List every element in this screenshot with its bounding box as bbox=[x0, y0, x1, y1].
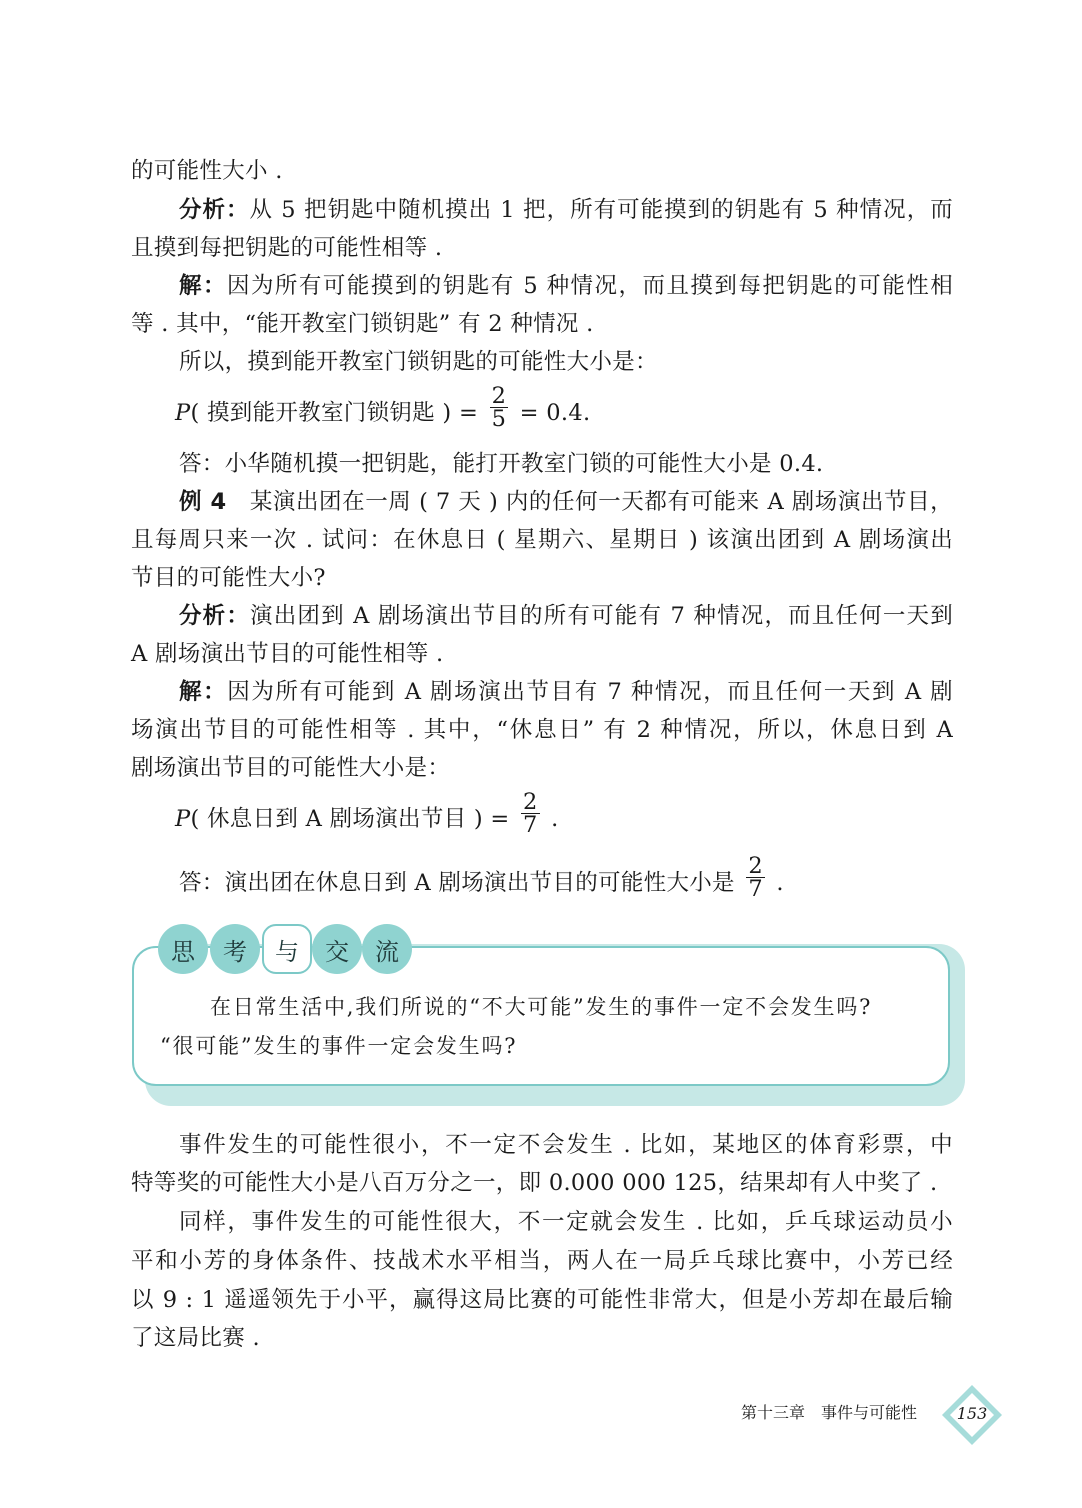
text-line: 的可能性大小 . bbox=[131, 158, 283, 184]
discussion-question: 在日常生活中,我们所说的“不大可能”发生的事件一定不会发生吗? bbox=[210, 995, 873, 1019]
text-line: 且摸到每把钥匙的可能性相等 . bbox=[131, 235, 443, 261]
solution-label: 解： bbox=[179, 679, 228, 705]
example-label: 例 4 bbox=[179, 489, 227, 515]
fraction: $\frac{2}{7}$ bbox=[523, 788, 538, 838]
text-line: 所以，摸到能开教室门锁钥匙的可能性大小是： bbox=[179, 349, 658, 375]
example-paragraph: 例 4 某演出团在一周 ( 7 天 ) 内的任何一天都有可能来 A 剧场演出节目， bbox=[179, 489, 953, 515]
body-paragraph: 事件发生的可能性很小，不一定不会发生 . 比如，某地区的体育彩票，中 bbox=[179, 1132, 953, 1158]
answer-line: 答：小华随机摸一把钥匙，能打开教室门锁的可能性大小是 0.4. bbox=[179, 451, 824, 477]
fraction: $\frac{2}{5}$ bbox=[491, 382, 507, 432]
answer-line: 答：演出团在休息日到 A 剧场演出节目的可能性大小是 $\frac{2}{7}$ . bbox=[179, 852, 784, 902]
title-tab: 思 bbox=[158, 924, 208, 974]
analysis-paragraph: 分析：演出团到 A 剧场演出节目的所有可能有 7 种情况，而且任何一天到 bbox=[179, 603, 953, 629]
analysis-label: 分析： bbox=[179, 197, 250, 223]
text-line: 节目的可能性大小? bbox=[131, 565, 326, 591]
text-line: 剧场演出节目的可能性大小是： bbox=[131, 755, 451, 781]
solution-label: 解： bbox=[179, 273, 227, 299]
title-tab: 交 bbox=[312, 924, 362, 974]
analysis-paragraph: 分析：从 5 把钥匙中随机摸出 1 把，所有可能摸到的钥匙有 5 种情况，而 bbox=[179, 197, 954, 223]
body-paragraph: 同样，事件发生的可能性很大，不一定就会发生 . 比如，乒乓球运动员小 bbox=[179, 1209, 953, 1235]
text-line: 场演出节目的可能性相等 . 其中，“休息日” 有 2 种情况，所以，休息日到 A bbox=[131, 717, 953, 743]
solution-paragraph: 解：因为所有可能摸到的钥匙有 5 种情况，而且摸到每把钥匙的可能性相 bbox=[179, 273, 953, 299]
text-line: 平和小芳的身体条件、技战术水平相当，两人在一局乒乓球比赛中，小芳已经 bbox=[131, 1248, 953, 1274]
solution-paragraph: 解：因为所有可能到 A 剧场演出节目有 7 种情况，而且任何一天到 A 剧 bbox=[179, 679, 953, 705]
text-line: A 剧场演出节目的可能性相等 . bbox=[131, 641, 444, 667]
page-number: 153 bbox=[956, 1404, 988, 1423]
probability-formula: P( 休息日到 A 剧场演出节目 ) = $\frac{2}{7}$ . bbox=[175, 788, 559, 838]
text-line: 了这局比赛 . bbox=[131, 1325, 260, 1351]
text-line: 以 9 : 1 遥遥领先于小平，赢得这局比赛的可能性非常大，但是小芳却在最后输 bbox=[131, 1287, 953, 1313]
probability-formula: P( 摸到能开教室门锁钥匙 ) = $\frac{2}{5}$ = 0.4. bbox=[175, 382, 591, 432]
title-tab: 与 bbox=[262, 924, 312, 974]
title-tab: 流 bbox=[362, 924, 412, 974]
text-line: 且每周只来一次 . 试问：在休息日 ( 星期六、星期日 ) 该演出团到 A 剧场演出 bbox=[131, 527, 953, 553]
title-tab: 考 bbox=[210, 924, 260, 974]
text-line: 等 . 其中，“能开教室门锁钥匙” 有 2 种情况 . bbox=[131, 311, 594, 337]
text-line: 特等奖的可能性大小是八百万分之一，即 0.000 000 125，结果却有人中奖了 . bbox=[131, 1170, 938, 1196]
chapter-title: 第十三章 事件与可能性 bbox=[741, 1403, 918, 1422]
fraction: $\frac{2}{7}$ bbox=[748, 852, 763, 902]
analysis-label: 分析： bbox=[179, 603, 251, 629]
discussion-question: “很可能”发生的事件一定会发生吗? bbox=[160, 1034, 518, 1058]
